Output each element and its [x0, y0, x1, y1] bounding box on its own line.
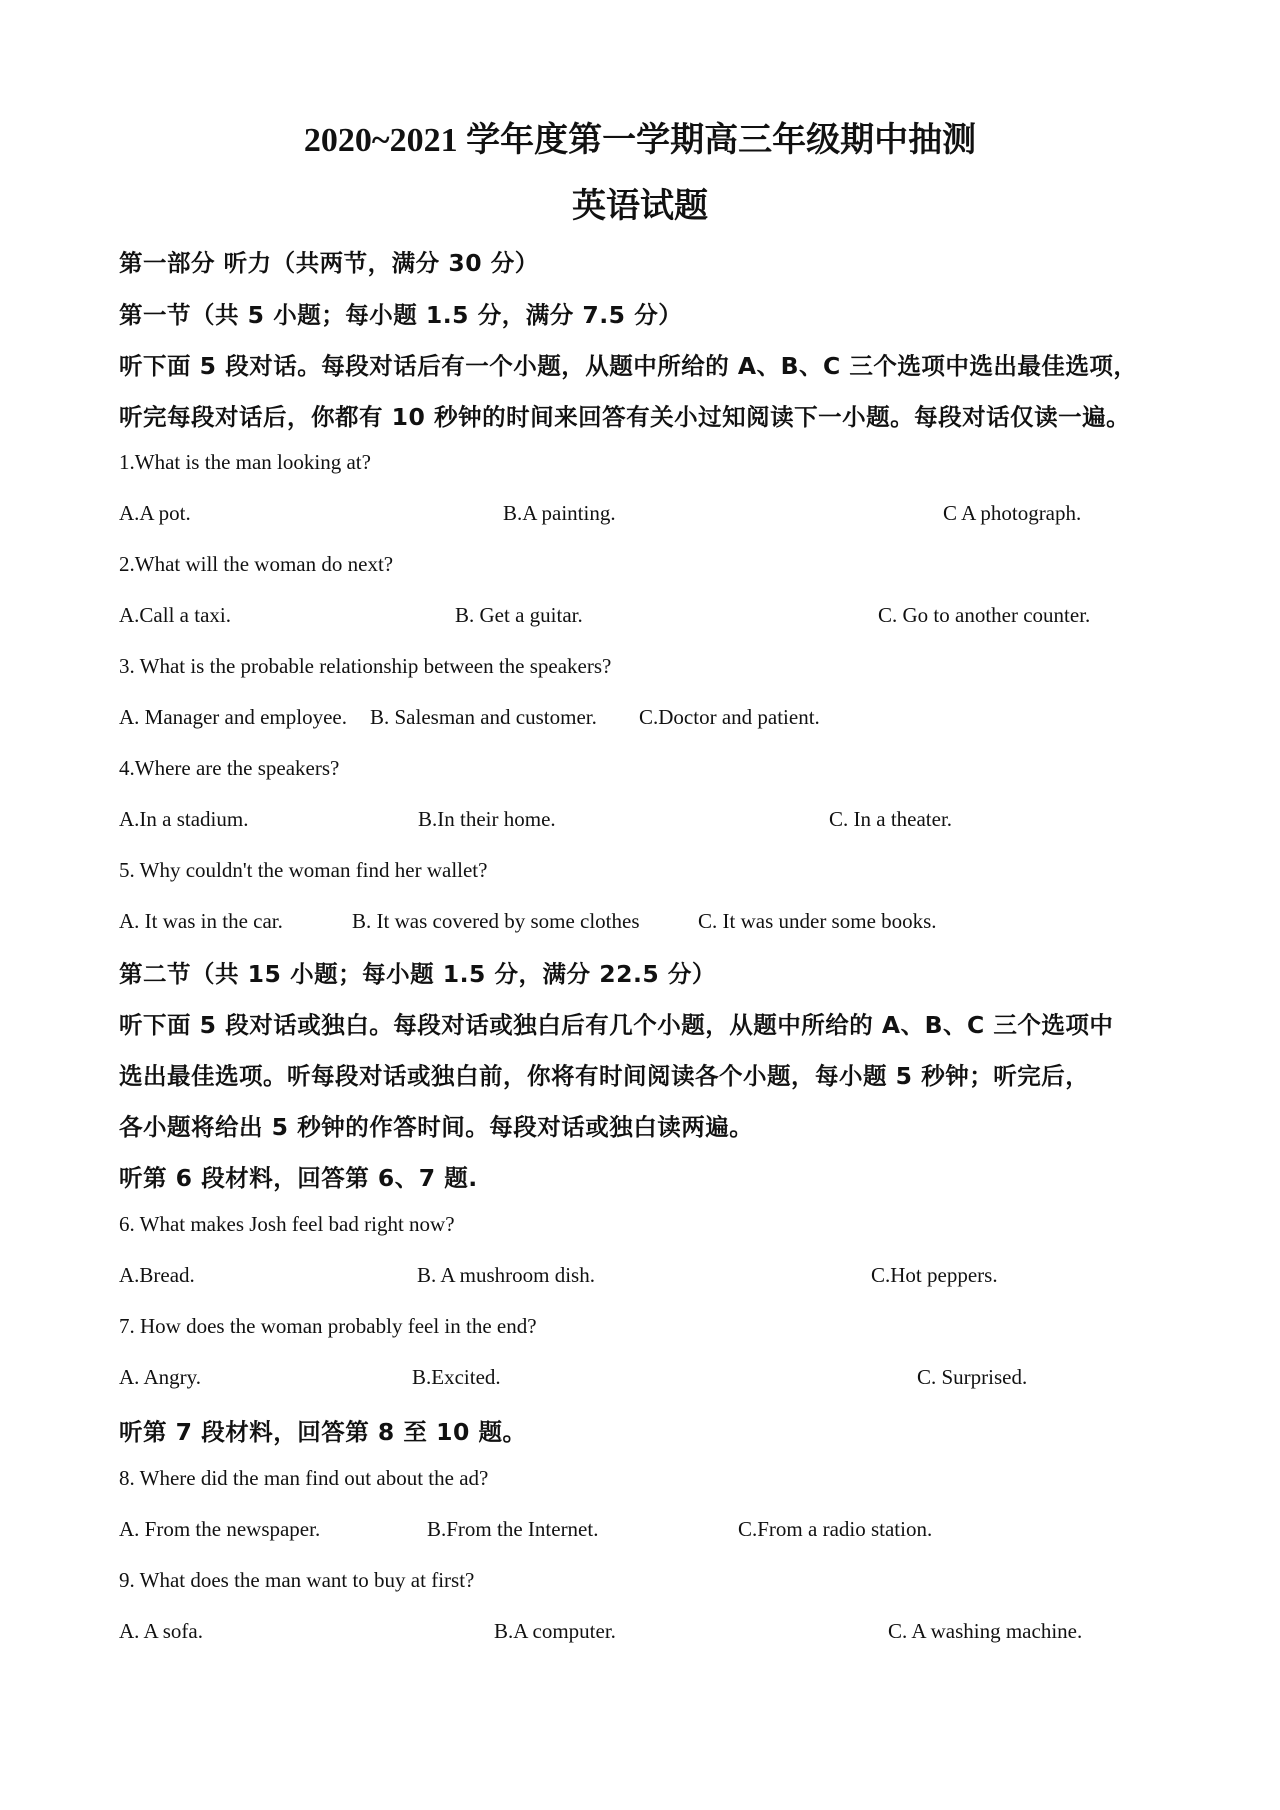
- section2-instruction: 选出最佳选项。听每段对话或独白前，你将有时间阅读各个小题，每小题 5 秒钟；听完后，: [119, 1062, 1090, 1090]
- q3-option-c: C.Doctor and patient.: [639, 705, 820, 729]
- q1-option-b: B.A painting.: [503, 501, 616, 525]
- q2-option-b: B. Get a guitar.: [455, 603, 583, 627]
- question-1: 1.What is the man looking at?: [119, 450, 371, 474]
- question-7: 7. How does the woman probably feel in the end?: [119, 1314, 537, 1338]
- section1-heading: 第一节（共 5 小题；每小题 1.5 分，满分 7.5 分）: [119, 301, 683, 329]
- q3-option-a: A. Manager and employee.: [119, 705, 347, 729]
- exam-subtitle: 英语试题: [572, 188, 708, 225]
- q9-option-a: A. A sofa.: [119, 1619, 203, 1643]
- exam-title: 2020~2021 学年度第一学期高三年级期中抽测: [303, 122, 977, 159]
- question-5: 5. Why couldn't the woman find her wallet?: [119, 858, 488, 882]
- q8-option-b: B.From the Internet.: [427, 1517, 599, 1541]
- q5-option-a: A. It was in the car.: [119, 909, 283, 933]
- material-6-heading: 听第 6 段材料，回答第 6、7 题.: [119, 1164, 478, 1192]
- q9-option-b: B.A computer.: [494, 1619, 616, 1643]
- section1-instruction: 听完每段对话后，你都有 10 秒钟的时间来回答有关小过知阅读下一小题。每段对话仅读一遍。: [119, 403, 1131, 431]
- section1-instruction: 听下面 5 段对话。每段对话后有一个小题，从题中所给的 A、B、C 三个选项中选出最佳选项，: [119, 352, 1138, 380]
- section2-instruction: 各小题将给出 5 秒钟的作答时间。每段对话或独白读两遍。: [119, 1113, 754, 1141]
- q2-option-a: A.Call a taxi.: [119, 603, 231, 627]
- question-4: 4.Where are the speakers?: [119, 756, 340, 780]
- q7-option-b: B.Excited.: [412, 1365, 501, 1389]
- q8-option-c: C.From a radio station.: [738, 1517, 933, 1541]
- q6-option-a: A.Bread.: [119, 1263, 195, 1287]
- section2-heading: 第二节（共 15 小题；每小题 1.5 分，满分 22.5 分）: [119, 960, 716, 988]
- q9-option-c: C. A washing machine.: [888, 1619, 1083, 1643]
- q8-option-a: A. From the newspaper.: [119, 1517, 321, 1541]
- q3-option-b: B. Salesman and customer.: [370, 705, 597, 729]
- q1-option-c: C A photograph.: [943, 501, 1082, 525]
- q7-option-a: A. Angry.: [119, 1365, 202, 1389]
- q6-option-b: B. A mushroom dish.: [417, 1263, 595, 1287]
- q4-option-c: C. In a theater.: [829, 807, 953, 831]
- q5-option-c: C. It was under some books.: [698, 909, 937, 933]
- q4-option-a: A.In a stadium.: [119, 807, 249, 831]
- question-8: 8. Where did the man find out about the ad?: [119, 1466, 489, 1490]
- question-3: 3. What is the probable relationship between the speakers?: [119, 654, 612, 678]
- question-9: 9. What does the man want to buy at first?: [119, 1568, 475, 1592]
- question-2: 2.What will the woman do next?: [119, 552, 394, 576]
- q1-option-a: A.A pot.: [119, 501, 191, 525]
- part-heading: 第一部分 听力（共两节，满分 30 分）: [119, 249, 539, 277]
- q4-option-b: B.In their home.: [418, 807, 556, 831]
- q2-option-c: C. Go to another counter.: [878, 603, 1091, 627]
- section2-instruction: 听下面 5 段对话或独白。每段对话或独白后有几个小题，从题中所给的 A、B、C 三个选项中: [119, 1011, 1114, 1039]
- q6-option-c: C.Hot peppers.: [871, 1263, 998, 1287]
- question-6: 6. What makes Josh feel bad right now?: [119, 1212, 455, 1236]
- q5-option-b: B. It was covered by some clothes: [352, 909, 640, 933]
- material-7-heading: 听第 7 段材料，回答第 8 至 10 题。: [119, 1418, 527, 1446]
- q7-option-c: C. Surprised.: [917, 1365, 1028, 1389]
